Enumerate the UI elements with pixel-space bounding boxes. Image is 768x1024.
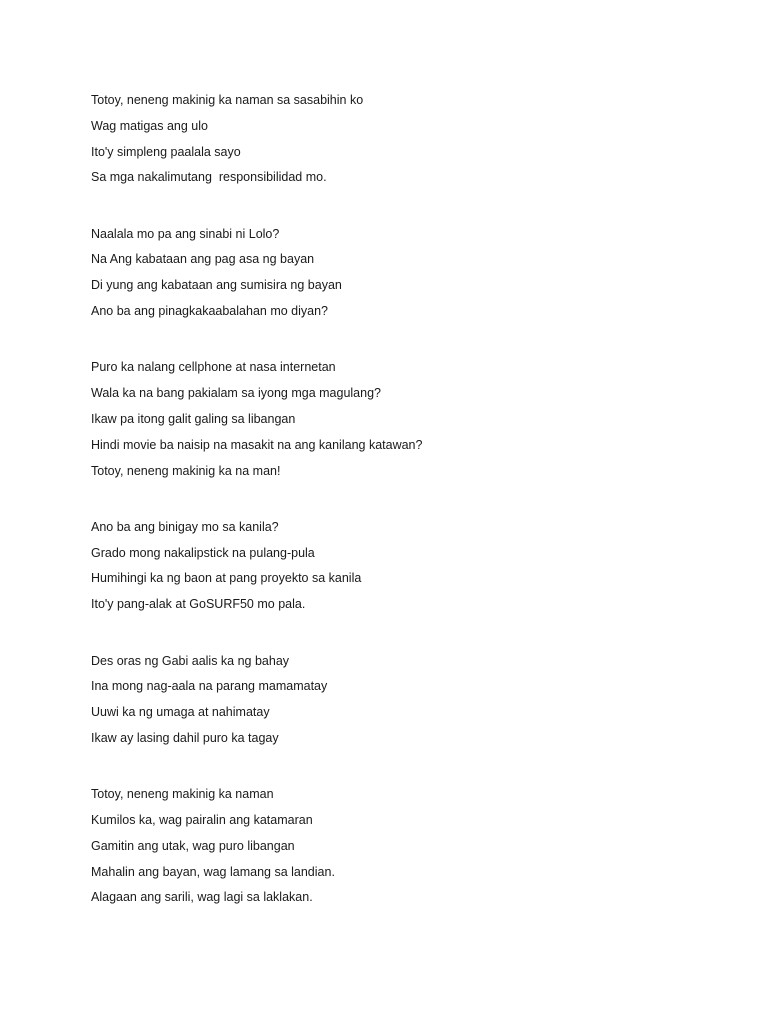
poem-line: Totoy, neneng makinig ka na man! <box>91 463 281 478</box>
poem-line: Humihingi ka ng baon at pang proyekto sa kanila <box>91 571 362 586</box>
poem-line: Wag matigas ang ulo <box>91 118 208 133</box>
poem-line: Ano ba ang pinagkakaabalahan mo diyan? <box>91 304 328 319</box>
stanza-3 <box>91 355 731 484</box>
stanza-4 <box>91 515 731 618</box>
stanza-2 <box>91 222 731 325</box>
stanza-1 <box>91 88 731 191</box>
poem-body <box>91 88 731 942</box>
poem-line: Na Ang kabataan ang pag asa ng bayan <box>91 252 315 267</box>
poem-line: Ikaw pa itong galit galing sa libangan <box>91 411 296 426</box>
poem-line: Sa mga nakalimutang responsibilidad mo. <box>91 170 327 185</box>
poem-line: Ito'y simpleng paalala sayo <box>91 144 241 159</box>
stanza-5 <box>91 649 731 752</box>
poem-line: Ikaw ay lasing dahil puro ka tagay <box>91 730 279 745</box>
poem-line: Kumilos ka, wag pairalin ang katamaran <box>91 813 313 828</box>
poem-line: Des oras ng Gabi aalis ka ng bahay <box>91 653 290 668</box>
poem-line: Uuwi ka ng umaga at nahimatay <box>91 705 270 720</box>
poem-line: Puro ka nalang cellphone at nasa internetan <box>91 360 336 375</box>
poem-line: Naalala mo pa ang sinabi ni Lolo? <box>91 226 280 241</box>
poem-line: Hindi movie ba naisip na masakit na ang kanilang katawan? <box>91 437 423 452</box>
poem-line: Totoy, neneng makinig ka naman <box>91 787 274 802</box>
poem-line: Ina mong nag-aala na parang mamamatay <box>91 679 328 694</box>
poem-line: Di yung ang kabataan ang sumisira ng bayan <box>91 278 342 293</box>
poem-line: Gamitin ang utak, wag puro libangan <box>91 838 295 853</box>
poem-line: Ito'y pang-alak at GoSURF50 mo pala. <box>91 597 306 612</box>
stanza-6 <box>91 782 731 911</box>
poem-line: Mahalin ang bayan, wag lamang sa landian. <box>91 864 335 879</box>
poem-line: Totoy, neneng makinig ka naman sa sasabihin ko <box>91 93 364 107</box>
poem-line: Alagaan ang sarili, wag lagi sa laklakan. <box>91 890 313 905</box>
poem-line: Ano ba ang binigay mo sa kanila? <box>91 519 279 534</box>
poem-line: Wala ka na bang pakialam sa iyong mga magulang? <box>91 386 381 401</box>
poem-line: Grado mong nakalipstick na pulang-pula <box>91 545 315 560</box>
